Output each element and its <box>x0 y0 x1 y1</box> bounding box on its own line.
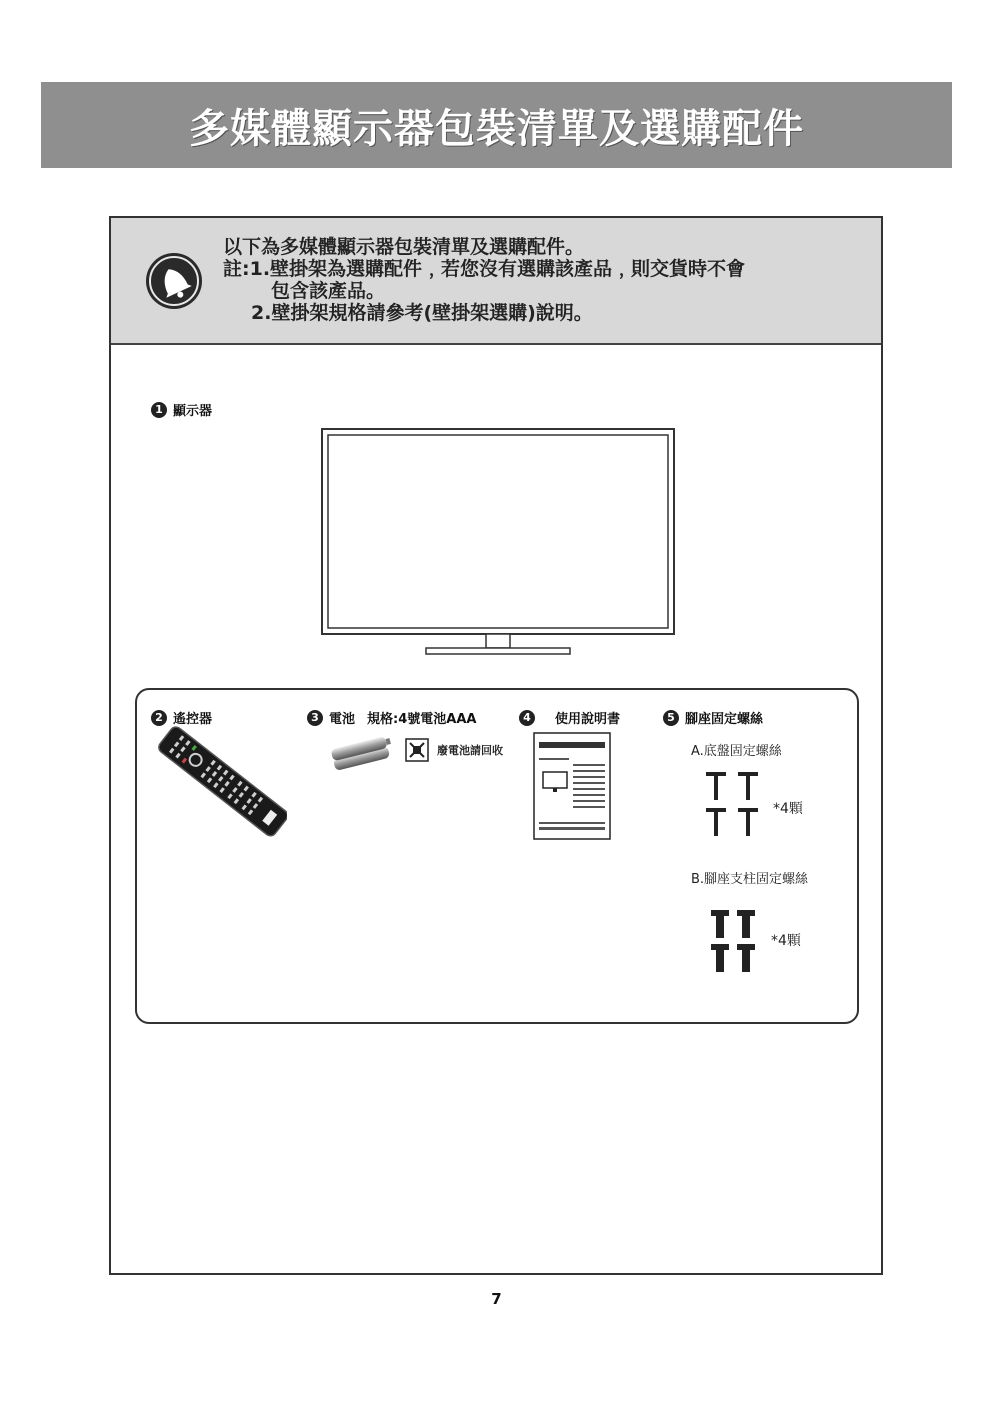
page-number: 7 <box>491 1290 502 1308</box>
item-screws-label: 5 腳座固定螺絲 <box>663 708 763 727</box>
note-line-1: 以下為多媒體顯示器包裝清單及選購配件。 <box>223 236 585 258</box>
screws-b-quantity: *4顆 <box>771 933 801 949</box>
item-remote-label: 2 遙控器 <box>151 708 212 727</box>
note-box <box>111 218 881 345</box>
note-text <box>223 236 745 324</box>
screws-b-label: B.腳座支柱固定螺絲 <box>691 872 809 887</box>
screws-a-icon <box>702 768 764 842</box>
battery-icon <box>327 732 399 780</box>
accessories-box <box>135 688 859 1024</box>
screws-a-label: A.底盤固定螺絲 <box>691 744 782 759</box>
bell-icon <box>145 252 203 310</box>
screws-a-quantity: *4顆 <box>773 801 803 817</box>
manual-booklet-icon <box>533 732 611 840</box>
content-frame <box>109 216 883 1275</box>
remote-control-icon <box>157 718 287 848</box>
item-display-label: 1 顯示器 <box>151 400 212 419</box>
note-line-2: 註:1.壁掛架為選購配件﹐若您沒有選購該產品﹐則交貨時不會 <box>223 258 746 280</box>
tv-illustration <box>321 428 676 660</box>
note-line-4: 2.壁掛架規格請參考(壁掛架選購)說明。 <box>251 302 593 324</box>
item-manual-label: 4 使用說明書 <box>519 708 620 727</box>
recycle-icon <box>405 738 429 762</box>
title-banner <box>41 82 952 168</box>
item-number: 1 <box>151 402 167 418</box>
battery-recycle-text: 廢電池請回收 <box>437 744 503 757</box>
screws-b-icon <box>709 908 761 978</box>
page-title: 多媒體顯示器包裝清單及選購配件 <box>189 105 804 152</box>
note-line-3: 包含該產品。 <box>271 280 386 302</box>
item-battery-label: 3 電池 規格:4號電池AAA <box>307 708 476 727</box>
